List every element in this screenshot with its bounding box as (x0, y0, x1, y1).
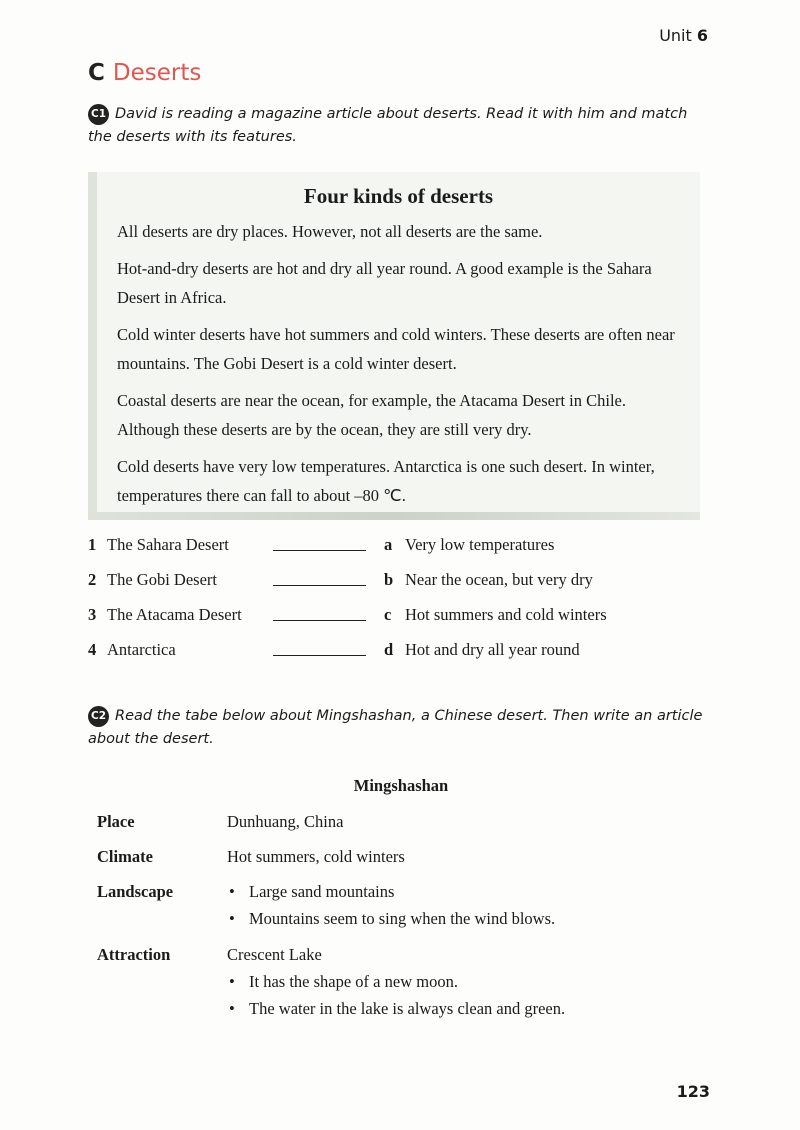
match-desert: The Sahara Desert (107, 535, 229, 554)
match-desert: The Atacama Desert (107, 605, 242, 624)
answer-blank[interactable] (273, 655, 366, 656)
article-paragraph: All deserts are dry places. However, not all deserts are the same. (117, 222, 543, 241)
match-number: 3 (88, 605, 97, 624)
article-title: Four kinds of deserts (303, 184, 494, 208)
c2-instruction (88, 705, 708, 751)
place-value: Dunhuang, China (227, 812, 344, 831)
page-number: 123 (676, 1082, 710, 1101)
c1-badge: C1 (88, 104, 109, 125)
match-number: 1 (88, 535, 97, 554)
article-paragraph: Coastal deserts are near the ocean, for example, the Atacama Desert in Chile. Although these deserts are by the ocean, they are still very dry. (117, 391, 626, 439)
climate-value: Hot summers, cold winters (227, 847, 405, 866)
c1-instruction-text: David is reading a magazine article about deserts. Read it with him and match the deserts with its features. (88, 106, 688, 145)
attraction-bullet: • It has the shape of a new moon. (227, 968, 565, 995)
section-title: Deserts (112, 60, 202, 86)
landscape-bullet: • Large sand mountains (227, 878, 555, 905)
match-number: 4 (88, 640, 97, 659)
place-label: Place (97, 812, 135, 831)
unit-number: 6 (696, 26, 708, 45)
match-desert: The Gobi Desert (107, 570, 217, 589)
match-letter: a (384, 535, 393, 554)
c1-instruction (88, 103, 708, 149)
answer-blank[interactable] (273, 550, 366, 551)
climate-label: Climate (97, 847, 153, 866)
match-feature: Hot summers and cold winters (405, 605, 607, 624)
unit-label (659, 26, 708, 45)
attraction-bullet: • The water in the lake is always clean and green. (227, 995, 565, 1022)
attraction-value: Crescent Lake (227, 945, 322, 964)
match-feature: Near the ocean, but very dry (405, 570, 593, 589)
match-number: 2 (88, 570, 97, 589)
article-paragraph: Cold winter deserts have hot summers and cold winters. These deserts are often near mountains. The Gobi Desert is a cold winter desert. (117, 325, 675, 373)
section-letter: C (88, 60, 105, 86)
c2-instruction-text: Read the tabe below about Mingshashan, a Chinese desert. Then write an article about the desert. (88, 708, 703, 747)
unit-text: Unit (659, 26, 692, 45)
article-box (88, 172, 700, 518)
match-feature: Hot and dry all year round (405, 640, 580, 659)
answer-blank[interactable] (273, 620, 366, 621)
table-title: Mingshashan (353, 776, 449, 795)
landscape-label: Landscape (97, 882, 174, 901)
match-desert: Antarctica (107, 640, 176, 659)
match-feature: Very low temperatures (405, 535, 555, 554)
article-paragraph: Cold deserts have very low temperatures. Antarctica is one such desert. In winter, temperatures there can fall to about –80 ℃. (117, 457, 655, 505)
article-bottom-strip (88, 512, 700, 520)
attraction-label: Attraction (97, 945, 171, 964)
c2-badge: C2 (88, 706, 109, 727)
landscape-bullet: • Mountains seem to sing when the wind blows. (227, 905, 555, 932)
article-paragraph: Hot-and-dry deserts are hot and dry all year round. A good example is the Sahara Desert in Africa. (117, 259, 652, 307)
answer-blank[interactable] (273, 585, 366, 586)
section-heading (88, 60, 201, 86)
match-letter: d (384, 640, 394, 659)
match-letter: b (384, 570, 394, 589)
match-letter: c (384, 605, 392, 624)
